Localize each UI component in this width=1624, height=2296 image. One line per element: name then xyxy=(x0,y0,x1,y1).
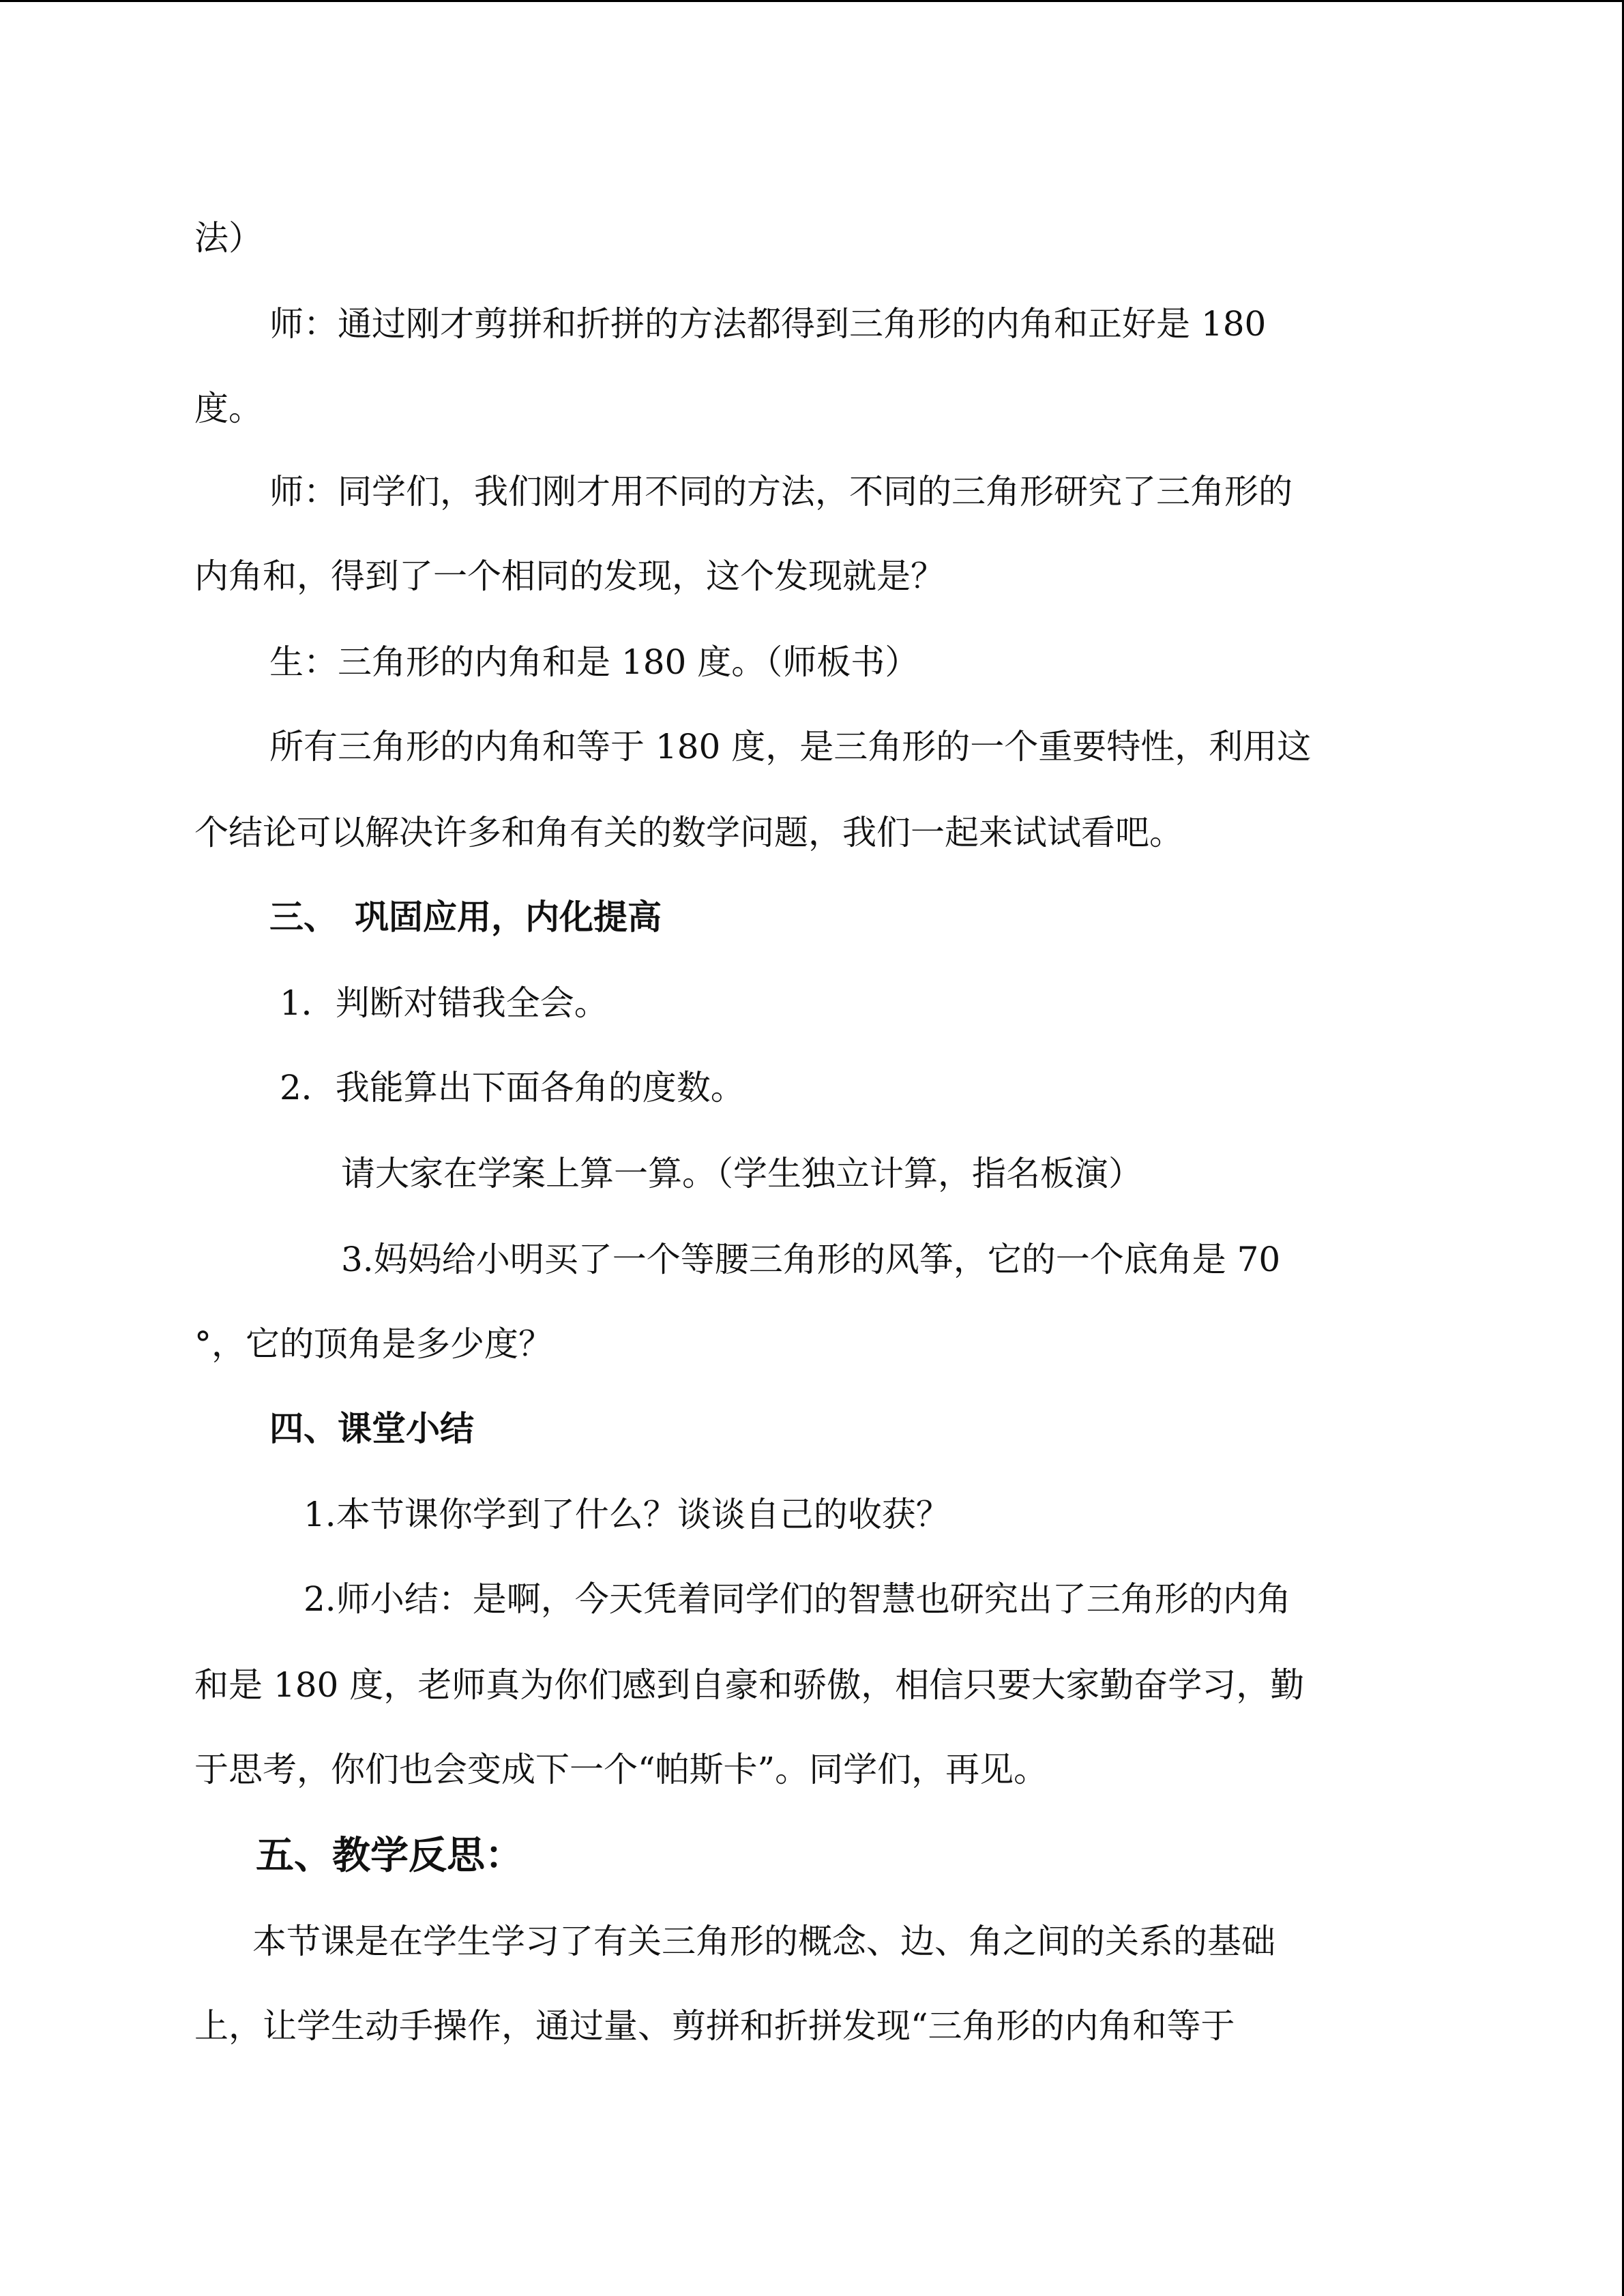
paragraph-line: 上，让学生动手操作，通过量、剪拼和折拼发现“三角形的内角和等于 xyxy=(194,2006,1235,2046)
paragraph-line: 于思考，你们也会变成下一个“帕斯卡”。同学们，再见。 xyxy=(194,1750,1048,1789)
section-heading-4: 四、课堂小结 xyxy=(269,1408,474,1448)
paragraph-line: 内角和，得到了一个相同的发现，这个发现就是？ xyxy=(194,556,945,596)
paragraph-line: 生：三角形的内角和是 180 度。（师板书） xyxy=(269,642,919,682)
paragraph-line: 法） xyxy=(194,218,263,258)
list-item: 2.师小结：是啊，今天凭着同学们的智慧也研究出了三角形的内角 xyxy=(304,1579,1291,1619)
list-item: 1．判断对错我全会。 xyxy=(280,983,608,1023)
section-heading-3: 三、 巩固应用，内化提高 xyxy=(269,897,662,937)
paragraph-line: °，它的顶角是多少度？ xyxy=(194,1324,552,1364)
list-item: 3.妈妈给小明买了一个等腰三角形的风筝，它的一个底角是 70 xyxy=(341,1240,1281,1279)
paragraph-line: 请大家在学案上算一算。（学生独立计算，指名板演） xyxy=(341,1154,1142,1193)
paragraph-line: 师：同学们，我们刚才用不同的方法，不同的三角形研究了三角形的 xyxy=(269,472,1293,511)
list-item: 1.本节课你学到了什么？谈谈自己的收获？ xyxy=(304,1495,950,1534)
paragraph-line: 所有三角形的内角和等于 180 度，是三角形的一个重要特性，利用这 xyxy=(269,727,1312,766)
list-item: 2．我能算出下面各角的度数。 xyxy=(280,1068,745,1107)
paragraph-line: 师：通过刚才剪拼和折拼的方法都得到三角形的内角和正好是 180 xyxy=(269,304,1267,344)
paragraph-line: 本节课是在学生学习了有关三角形的概念、边、角之间的关系的基础 xyxy=(252,1922,1275,1961)
paragraph-line: 和是 180 度，老师真为你们感到自豪和骄傲，相信只要大家勤奋学习，勤 xyxy=(194,1665,1305,1705)
paragraph-line: 度。 xyxy=(194,389,263,428)
section-heading-5: 五、教学反思： xyxy=(256,1833,523,1878)
paragraph-line: 个结论可以解决许多和角有关的数学问题，我们一起来试试看吧。 xyxy=(194,813,1183,852)
